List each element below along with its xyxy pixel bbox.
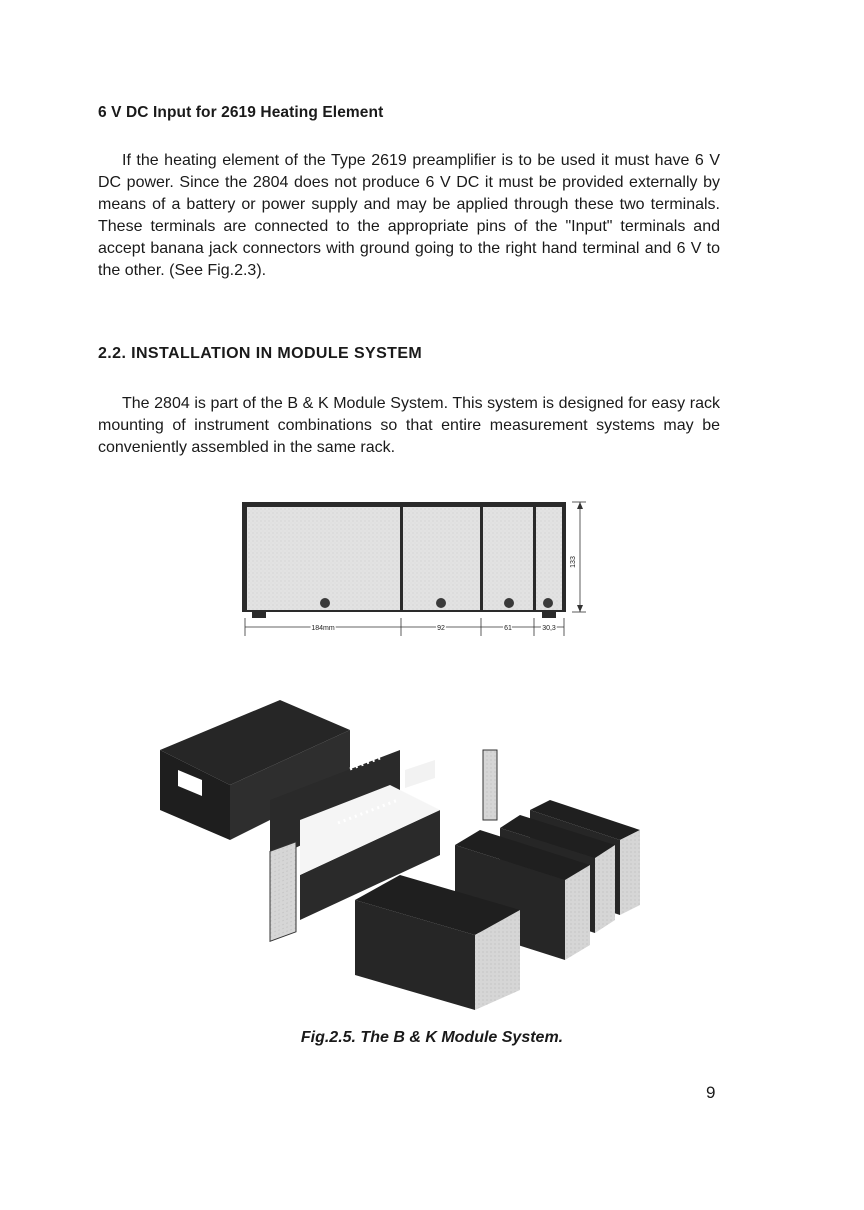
dimension-label-184: 184mm [311,625,335,632]
module-system-illustration [150,690,670,1020]
page-number: 9 [706,1083,716,1102]
module-panel-92 [403,507,480,610]
side-panel [270,842,296,941]
rack-foot [542,612,556,618]
subsection-heading: 6 V DC Input for 2619 Heating Element [98,104,384,121]
dimension-label-30: 30,3 [542,625,556,632]
module-panel-61 [483,507,533,610]
module-panel-30 [536,507,562,610]
dimension-label-61: 61 [504,625,512,632]
paragraph-module-system: The 2804 is part of the B & K Module System. This system is designed for easy rack mounting of instrument combinations so that entire measurement systems may be conveniently assembled in the same rack. [98,395,720,456]
dimension-label-height: 133 [570,556,577,568]
module-front-view-drawing [236,496,596,652]
section-heading: 2.2. INSTALLATION IN MODULE SYSTEM [98,345,423,362]
dimension-label-92: 92 [437,625,445,632]
figure-caption: Fig.2.5. The B & K Module System. [300,1029,564,1046]
module-panel-184 [247,507,400,610]
paragraph-6v-dc: If the heating element of the Type 2619 preamplifier is to be used it must have 6 V DC power. Since the 2804 does not produce 6 V DC it must be provided externally by means of a battery or power supply and may be applied through these two terminals. These terminals are connected to the appropriate pins of the "Input" terminals and accept banana jack connectors with ground going to the right hand terminal and 6 V to the other. (See Fig.2.3). [98,152,720,279]
rack-foot [252,612,266,618]
side-panel [483,750,497,820]
